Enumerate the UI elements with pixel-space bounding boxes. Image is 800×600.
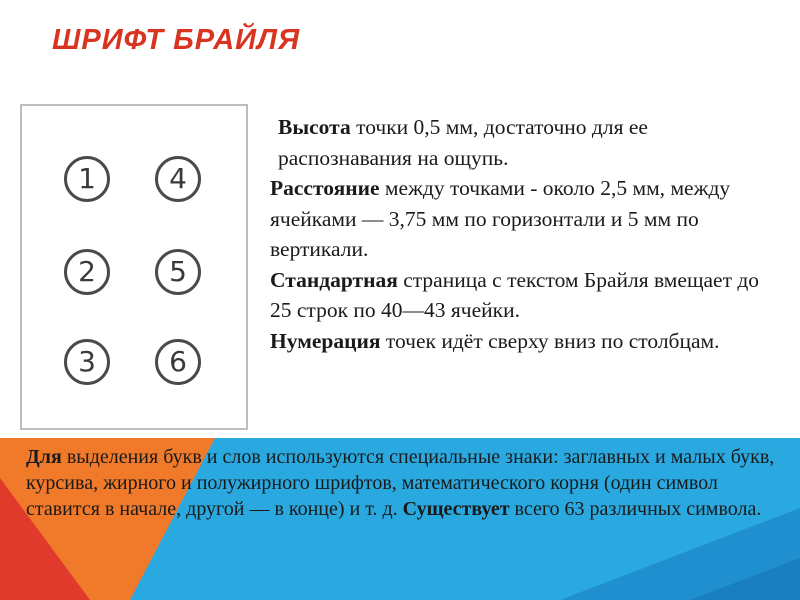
braille-dot-1: 1 [64, 156, 110, 202]
term-distance: Расстояние [270, 176, 380, 200]
text-standard: страница с текстом Брайля вмещает до 25 строк по 40—43 ячейки. [270, 267, 760, 322]
footer-bold-mid: Существует [402, 498, 510, 520]
page-title: ШРИФТ БРАЙЛЯ [52, 24, 301, 56]
text-height: точки 0,5 мм, достаточно для ее распознавания на ощупь. [278, 115, 648, 170]
paragraph-numbering [270, 326, 782, 357]
braille-dot-4: 4 [155, 156, 201, 202]
text-numbering: точек идёт сверху вниз по столбцам. [380, 328, 720, 353]
paragraph-standard-page [270, 265, 782, 326]
term-numbering: Нумерация [270, 328, 381, 353]
footer-bold-start: Для [26, 446, 62, 468]
braille-cell-diagram [20, 104, 248, 430]
term-standard: Стандартная [270, 267, 398, 292]
term-height: Высота [278, 115, 351, 139]
description-text [270, 112, 782, 356]
paragraph-distance [270, 173, 782, 265]
text-distance-b: между ячейками — 3,75 мм по горизонтали и 5 мм по вертикали. [270, 176, 731, 261]
braille-dot-2: 2 [64, 249, 110, 295]
braille-dot-6: 6 [155, 339, 201, 385]
braille-dot-5: 5 [155, 249, 201, 295]
text-distance-a: между точками - около 2,5 мм, [379, 176, 666, 200]
footer-text [26, 444, 786, 522]
paragraph-dot-height [270, 112, 782, 173]
footer-text-a: выделения букв и слов используются специальные знаки: заглавных и малых букв, курсива, жирного и полужирного шрифтов, математического корня (один символ ставится в начале, другой — в конце) и т. д. [26, 446, 775, 520]
footer-text-b: всего 63 различных символа. [509, 498, 762, 520]
braille-dot-3: 3 [64, 339, 110, 385]
